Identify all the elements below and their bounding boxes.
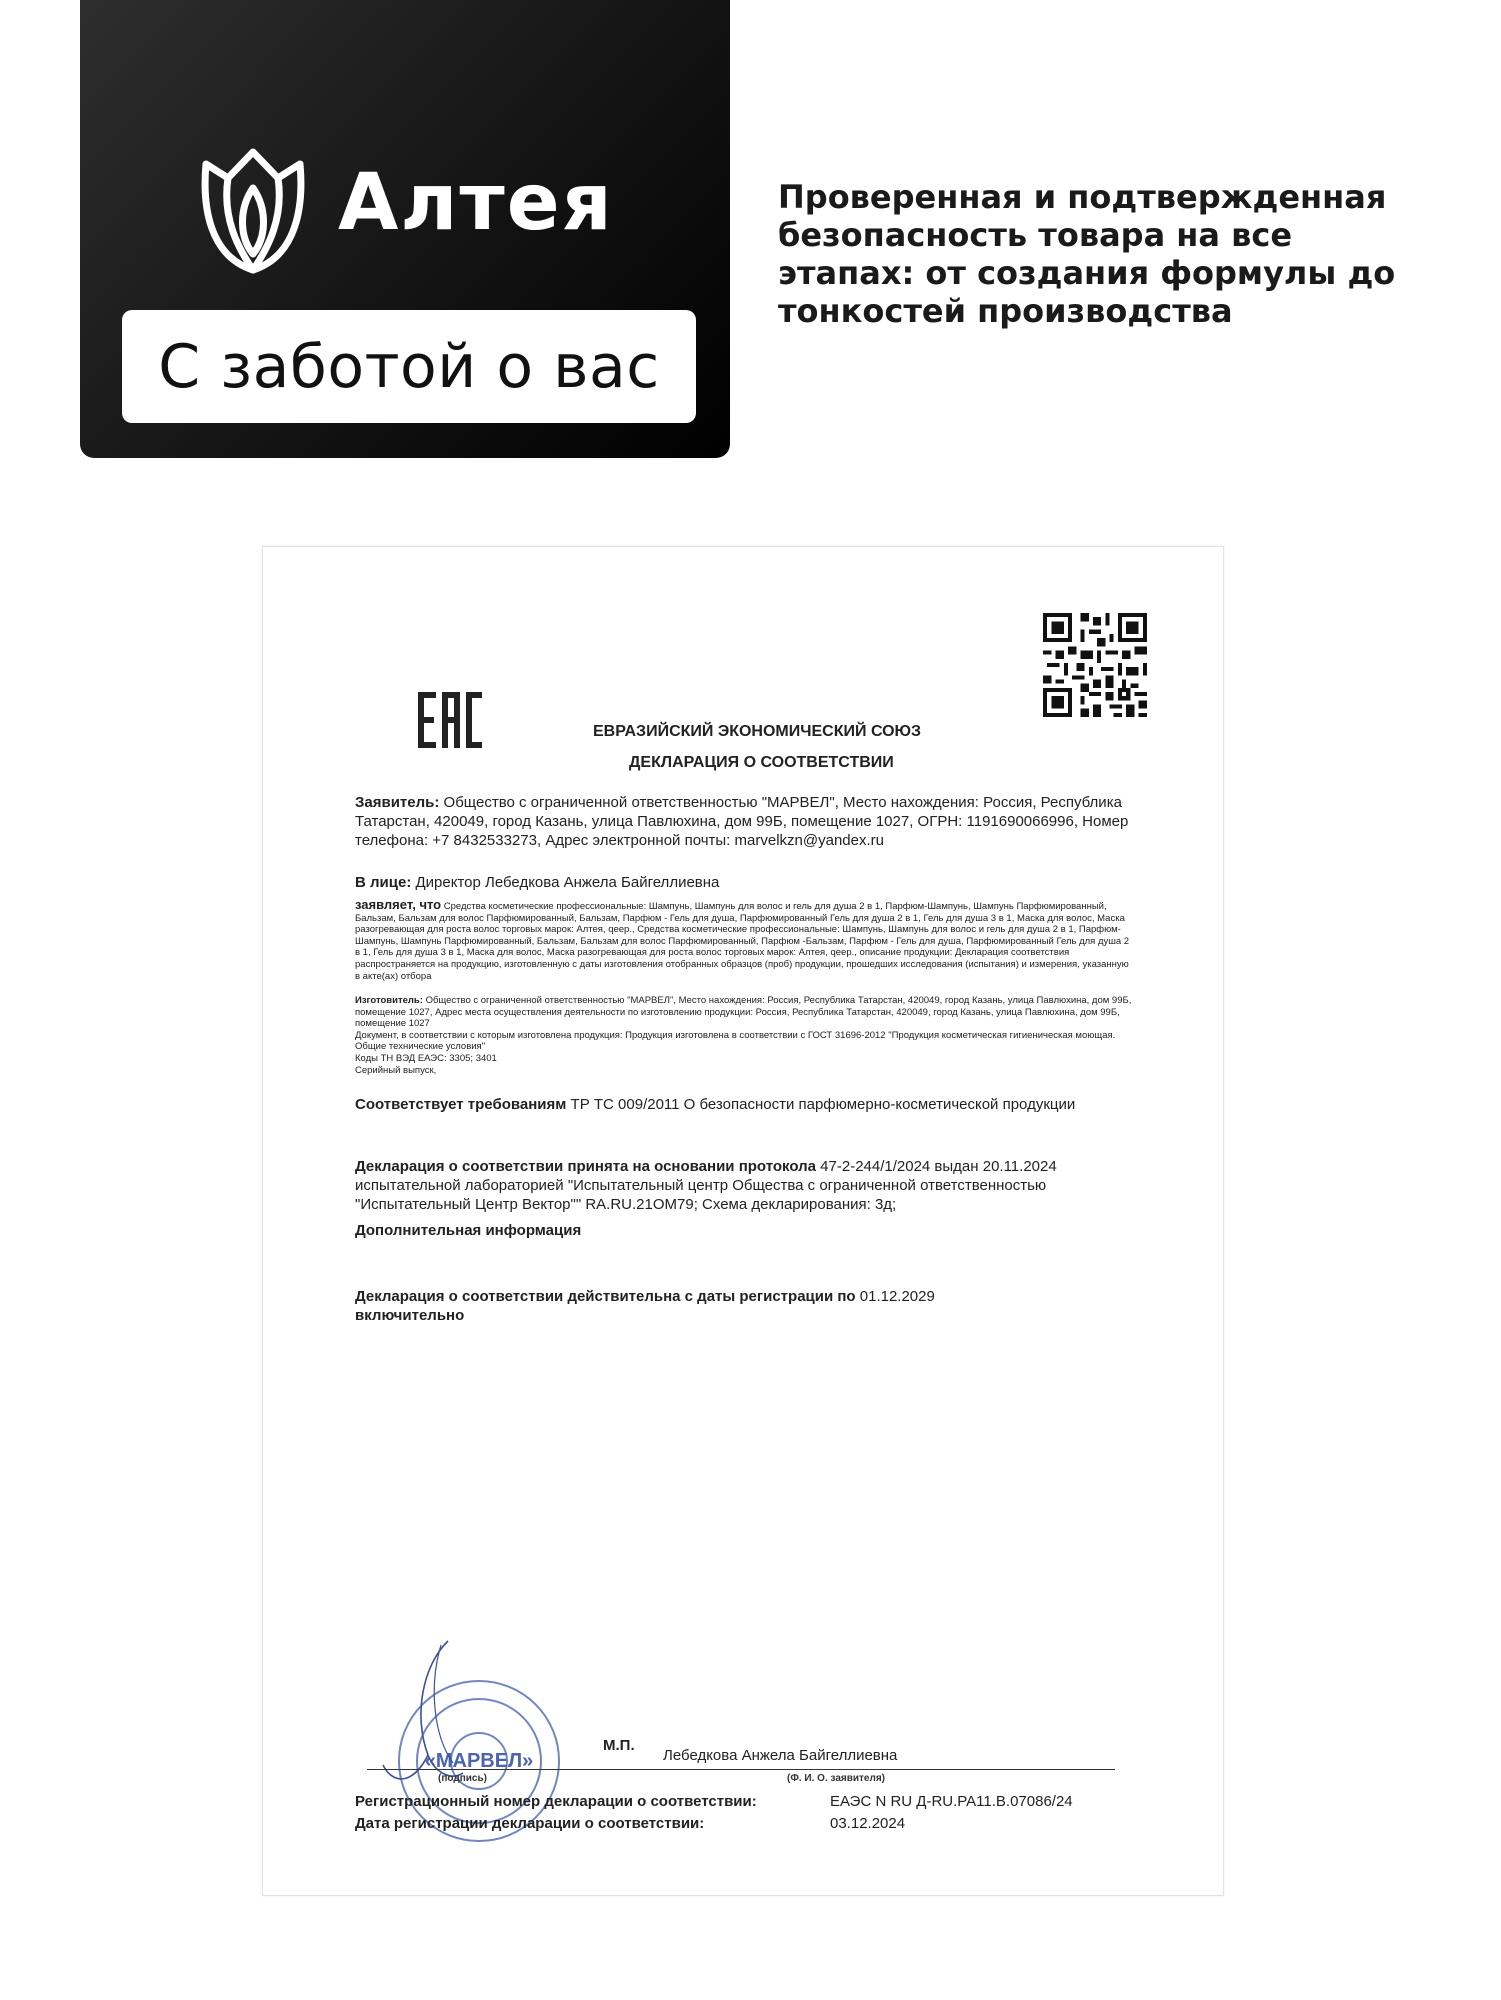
- slogan: Проверенная и подтвержденная безопасность товара на все этапах: от создания формулы до тонкостей производства: [778, 178, 1396, 330]
- eac-mark-icon: [418, 692, 482, 748]
- declaration-sheet: [262, 546, 1224, 1896]
- brand-card: [80, 0, 730, 458]
- reg-date: 03.12.2024: [830, 1815, 906, 1832]
- conforms-label: Соответствует требованиям: [355, 1096, 567, 1113]
- maker-block: [355, 995, 1135, 1076]
- reg-number-label: Регистрационный номер декларации о соответствии:: [355, 1793, 757, 1810]
- tulip-logo-icon: [198, 148, 308, 276]
- validity-date: 01.12.2029: [859, 1288, 935, 1305]
- extra-info-label: Дополнительная информация: [355, 1222, 582, 1239]
- validity-label: Декларация о соответствии действительна с даты регистрации по: [355, 1288, 856, 1305]
- signature-line: [367, 1769, 1115, 1770]
- protocol-text: 47-2-244/1/2024 выдан 20.11.2024 испытательной лабораторией "Испытательный центр Общества с ограниченной ответственностью "Испытательный Центр Вектор"" RA.RU.21ОМ79; Схема декларирования: 3д;: [355, 1158, 1057, 1213]
- declares-text: Средства косметические профессиональные: Шампунь, Шампунь для волос и гель для душа 2 в 1, Парфюм-Шампунь, Шампунь Парфюмированный, Бальзам, Бальзам для волос Парфюмированный, Бальзам, Парфюм - Гель для душа, Парфюмированный Гель для душа 2 в 1, Гель для душа 3 в 1, Маска для волос, Маска разогревающая для роста волос торговых марок: Алтея, qeep., Средства косметические профессиональные: Шампунь, Шампунь для волос и гель для душа 2 в 1, Парфюм-Шампунь, Шампунь Парфюмированный, Бальзам, Бальзам для волос Парфюмированный, Парфюм -Бальзам, Парфюм - Гель для душа, Парфюмированный Гель для душа 2 в 1, Гель для душа 3 в 1, Маска для волос, Маска разогревающая для роста волос торговых марок: Алтея, qeep., описание продукции: Декларация соответствия распространяется на продукцию, изготовленную с даты изготовления отобранных образцов (проб) продукции, прошедших исследования (испытания) и измерения, указанную в акте(ах) отбора: [355, 901, 1130, 982]
- applicant-label: Заявитель:: [355, 794, 440, 811]
- applicant-block: [355, 793, 1135, 850]
- conforms-text: ТР ТС 009/2011 О безопасности парфюмерно-косметической продукции: [570, 1096, 1076, 1113]
- reg-date-label: Дата регистрации декларации о соответствии:: [355, 1815, 705, 1832]
- fio-caption: (Ф. И. О. заявителя): [787, 1773, 886, 1784]
- brand-name: Алтея: [338, 158, 614, 248]
- qr-code-icon: [1043, 613, 1147, 717]
- signature-icon: [353, 1635, 553, 1795]
- mp-label: М.П.: [603, 1737, 635, 1754]
- codes-text: Коды ТН ВЭД ЕАЭС: 3305; 3401: [355, 1052, 497, 1064]
- maker-label: Изготовитель:: [355, 995, 423, 1006]
- protocol-block: [355, 1157, 1135, 1214]
- applicant-text: Общество с ограниченной ответственностью "МАРВЕЛ", Место нахождения: Россия, Республика Татарстан, 420049, город Казань, улица Павлюхина, дом 99Б, помещение 1027, ОГРН: 1191690066996, Номер телефона: +7 8432533273, Адрес электронной почты: marvelkzn@yandex.ru: [355, 794, 1129, 849]
- stamp-text: «МАРВЕЛ»: [424, 1750, 534, 1772]
- declares-block: [355, 899, 1135, 982]
- declaration-title: ДЕКЛАРАЦИЯ О СООТВЕТСТВИИ: [629, 754, 894, 771]
- tagline: С заботой о вас: [158, 331, 660, 402]
- validity-block: [355, 1287, 1055, 1325]
- tagline-box: [122, 310, 696, 423]
- person-label: В лице:: [355, 874, 412, 891]
- person-block: [355, 873, 1135, 892]
- signature-caption: (подпись): [438, 1773, 487, 1784]
- union-heading: ЕВРАЗИЙСКИЙ ЭКОНОМИЧЕСКИЙ СОЮЗ: [593, 723, 922, 740]
- conforms-block: [355, 1095, 1135, 1114]
- maker-text: Общество с ограниченной ответственностью "МАРВЕЛ", Место нахождения: Россия, Республика Татарстан, 420049, город Казань, улица Павлюхина, дом 99Б, помещение 1027, Адрес места осуществления деятельности по изготовлению продукции: Россия, Республика Татарстан, 420049, город Казань, улица Павлюхина, дом 99Б, помещение 1027: [355, 995, 1132, 1030]
- signer-name: Лебедкова Анжела Байгеллиевна: [663, 1747, 898, 1764]
- validity-tail: включительно: [355, 1307, 465, 1324]
- declares-label: заявляет, что: [355, 897, 442, 912]
- person-text: Директор Лебедкова Анжела Байгеллиевна: [415, 874, 720, 891]
- protocol-label: Декларация о соответствии принята на основании протокола: [355, 1158, 816, 1175]
- reg-number: ЕАЭС N RU Д-RU.PA11.B.07086/24: [830, 1793, 1073, 1810]
- serial-text: Серийный выпуск,: [355, 1064, 437, 1076]
- document-text: Документ, в соответствии с которым изготовлена продукция: Продукция изготовлена в соответствии с ГОСТ 31696-2012 "Продукция косметическая гигиеническая моющая. Общие технические условия": [355, 1029, 1116, 1053]
